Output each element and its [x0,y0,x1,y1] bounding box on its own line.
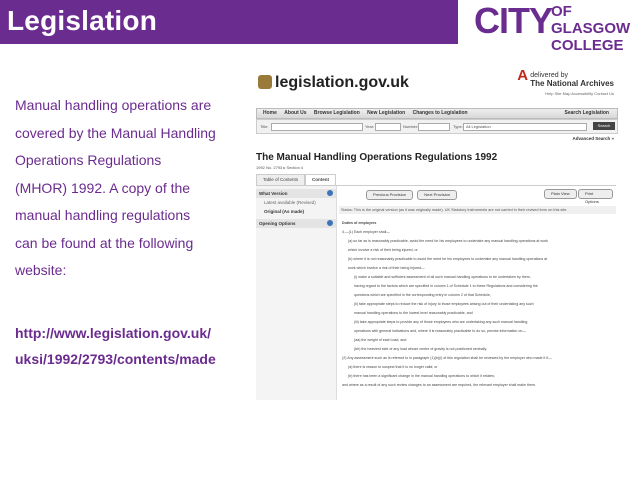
legislation-url-link[interactable] [15,320,216,372]
search-bar [256,119,618,134]
paragraph-line: can be found at the following [15,234,194,251]
national-archives-logo [517,67,614,88]
text-line: (aa) the weight of each load, and [354,338,407,342]
title-bar [0,0,458,44]
sidebar-opening-options: Opening Options [256,219,336,228]
search-number-label: Number: [403,124,419,129]
plain-view-button[interactable]: Plain View [544,189,577,199]
search-number-input[interactable] [418,123,450,131]
tab-table-of-contents[interactable]: Table of Contents [256,174,305,185]
document-title: The Manual Handling Operations Regulations 1992 [256,152,498,163]
royal-crest-icon [258,75,272,89]
logo-of-glasgow: OF GLASGOW [551,3,631,37]
text-line: (i) make a suitable and sufficient assessment of all such manual handling operations to be undertaken by them, [354,275,531,279]
text-line: questions which are specified in the corresponding entry in column 2 of that Schedule, [354,293,491,297]
next-provision-button[interactable]: Next Provision [417,190,457,200]
search-year-label: Year: [365,124,375,129]
help-icon[interactable] [327,190,333,196]
search-button[interactable]: Search [593,122,615,130]
city-of-glasgow-college-logo [470,0,638,54]
previous-provision-button[interactable]: Previous Provision [366,190,413,200]
text-line: (bb) the heaviest side of any load whose centre of gravity is not positioned centrally. [354,347,487,351]
sidebar-what-version: What Version [256,189,336,198]
nav-changes-to-legislation[interactable]: Changes to Legislation [412,110,468,116]
text-line: (iii) take appropriate steps to provide any of those employees who are undertaking any such manual handling [354,320,528,324]
search-title-input[interactable] [271,123,363,131]
text-line: (b) there has been a significant change in the manual handling operations to which it relates; [348,374,495,378]
provision-pager [366,190,460,200]
search-year-input[interactable] [375,123,401,131]
website-screenshot [252,66,620,400]
site-nav-bar [256,108,618,119]
text-line: (2) Any assessment such as is referred to in paragraph (1)(b)(i) of this regulation shall be reviewed by the employer who made it if— [342,356,552,360]
paragraph-line: (MHOR) 1992. A copy of the [15,179,191,196]
tab-content[interactable]: Content [305,174,336,185]
url-line[interactable]: http://www.legislation.gov.uk/ [15,325,211,341]
text-line: 4.—(1) Each employer shall— [342,230,390,234]
text-line: (ii) take appropriate steps to reduce the risk of injury to those employees arising out of their undertaking any such [354,302,534,306]
document-meta: 1992 No. 2793 ▸ Section 4 [256,165,304,170]
nav-search-legislation[interactable]: Search Legislation [564,110,609,116]
paragraph-line: manual handling regulations [15,207,191,223]
url-line[interactable]: uksi/1992/2793/contents/made [15,351,216,367]
paragraph-line: Manual handling operations are [15,97,212,113]
text-line: (b) where it is not reasonably practicable to avoid the need for his employees to undertake any manual handling operations at [348,257,548,261]
logo-college: COLLEGE [551,37,624,54]
text-line: and where as a result of any such review changes to an assessment are required, the relevant employer shall make them. [342,383,536,387]
help-icon[interactable] [327,220,333,226]
national-archives-icon: A [517,67,529,84]
search-type-label: Type: [453,124,463,129]
text-line: work which involve a risk of their being injured— [348,266,425,270]
na-delivered-by: delivered by [530,72,569,79]
paragraph-line: Operations Regulations [15,152,162,168]
na-name: The National Archives [530,79,614,88]
site-top-links[interactable]: Help Site Map Accessibility Contact Us [545,91,614,96]
text-line: having regard to the factors which are specified in column 1 of Schedule 1 to these Regulations and considering the [354,284,538,288]
legislation-site-logo: legislation.gov.uk [258,74,409,92]
sidebar-item-original[interactable]: Original (As made) [264,209,305,214]
text-line: (a) so far as is reasonably practicable, avoid the need for his employees to undertake any manual handling operations at work [348,239,548,243]
status-banner: Status: This is the original version (as it was originally made). UK Statutory Instruments are not carried in their revised form on this site. [339,206,616,214]
text-line: operations with general indications and, where it is reasonably practicable to do so, precise information on— [354,329,526,333]
search-type-select[interactable]: All Legislation [463,123,587,131]
text-line: manual handling operations to the lowest level reasonably practicable, and [354,311,473,315]
paragraph-line: covered by the Manual Handling [15,124,216,141]
text-line: (a) there is reason to suspect that it is no longer valid; or [348,365,438,369]
nav-home[interactable]: Home [263,110,277,116]
nav-new-legislation[interactable]: New Legislation [367,110,406,116]
content-area [256,185,616,400]
logo-city-text: CITY [474,0,553,41]
legislation-text [342,219,614,390]
sidebar [256,186,337,400]
text-line: which involve a risk of their being injured; or [348,248,418,252]
nav-about-us[interactable]: About Us [284,110,307,116]
search-title-label: Title: [260,124,269,129]
advanced-search-link[interactable]: Advanced Search » [572,136,614,141]
logo-subtitle [551,3,638,54]
sidebar-item-latest[interactable]: Latest available (Revised) [264,200,316,205]
nav-browse-legislation[interactable]: Browse Legislation [313,110,360,116]
paragraph-line: website: [15,262,67,278]
slide-title: Legislation [7,5,157,36]
print-options-button[interactable]: Print Options [578,189,613,199]
text-line: Duties of employers [342,221,377,225]
body-paragraph [15,92,250,285]
